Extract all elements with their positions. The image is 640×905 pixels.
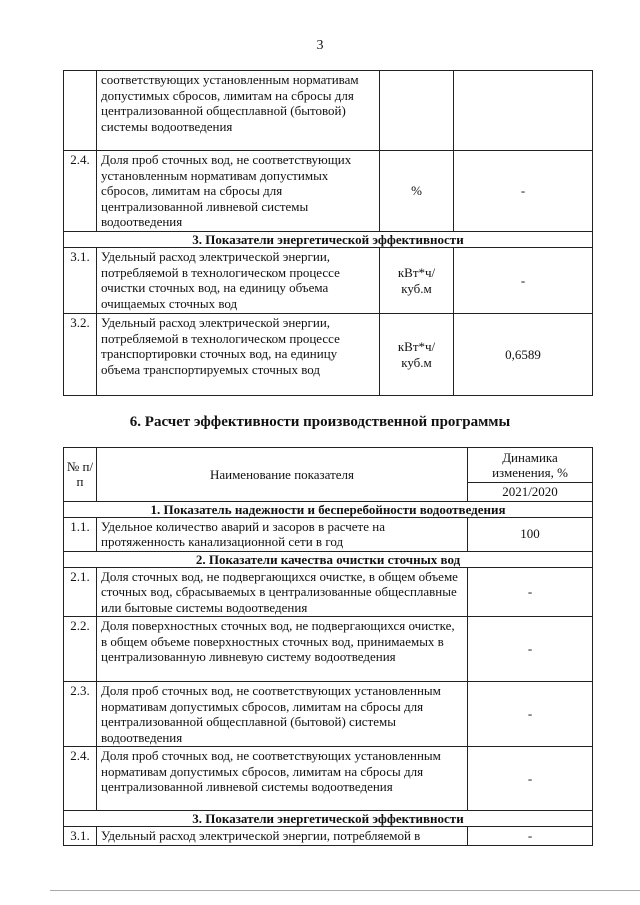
table-row — [64, 314, 593, 396]
row-number: 2.3. — [64, 682, 97, 747]
indicator-name: соответствующих установленным нормативам допустимых сбросов, лимитам на сбросы для централизованной общесплавной (бытовой) системы водоотведения — [97, 71, 380, 151]
indicator-name: Доля поверхностных сточных вод, не подвергающихся очистке, в общем объеме поверхностных сточных вод, принимаемых в централизованную ливневую систему водоотведения — [97, 617, 468, 682]
indicator-name: Удельный расход электрической энергии, потребляемой в технологическом процессе транспортировки сточных вод, на единицу объема транспортируемых сточных вод — [97, 314, 380, 396]
value-cell: - — [454, 248, 593, 314]
table-row — [64, 747, 593, 811]
section-title: 3. Показатели энергетической эффективности — [64, 232, 593, 248]
table-row — [64, 71, 593, 151]
row-number: 2.4. — [64, 747, 97, 811]
page-number: 3 — [316, 38, 324, 53]
section-row — [64, 811, 593, 827]
value-cell: - — [468, 567, 593, 617]
table-row — [64, 827, 593, 846]
section-row — [64, 551, 593, 567]
value-cell: - — [468, 682, 593, 747]
indicator-name: Доля сточных вод, не подвергающихся очистке, в общем объеме сточных вод, сбрасываемых в централизованные общесплавные или бытовые системы водоотведения — [97, 567, 468, 617]
header-name: Наименование показателя — [97, 448, 468, 502]
top-indicators-table — [63, 70, 593, 396]
row-number: 3.1. — [64, 827, 97, 846]
section-row — [64, 501, 593, 517]
header-period: 2021/2020 — [468, 483, 593, 502]
table-row — [64, 248, 593, 314]
table-row — [64, 617, 593, 682]
value-cell — [454, 71, 593, 151]
value-cell: 100 — [468, 517, 593, 551]
row-number: 3.2. — [64, 314, 97, 396]
value-cell: - — [454, 151, 593, 232]
unit-cell — [380, 71, 454, 151]
section-heading: 6. Расчет эффективности производственной программы — [129, 414, 511, 430]
unit-cell: кВт*ч/ куб.м — [380, 314, 454, 396]
indicator-name: Доля проб сточных вод, не соответствующих установленным нормативам допустимых сбросов, лимитам на сбросы для централизованной ливневой системы водоотведения — [97, 151, 380, 232]
header-dynamics: Динамика изменения, % — [468, 448, 593, 483]
unit-cell: кВт*ч/ куб.м — [380, 248, 454, 314]
row-number — [64, 71, 97, 151]
table-row — [64, 517, 593, 551]
table-row — [64, 567, 593, 617]
section-title: 3. Показатели энергетической эффективности — [64, 811, 593, 827]
table-row — [64, 151, 593, 232]
row-number: 2.4. — [64, 151, 97, 232]
row-number: 2.2. — [64, 617, 97, 682]
scan-edge-line — [50, 890, 640, 891]
indicator-name: Удельное количество аварий и засоров в расчете на протяженность канализационной сети в год — [97, 517, 468, 551]
value-cell: 0,6589 — [454, 314, 593, 396]
section-title: 1. Показатель надежности и бесперебойности водоотведения — [64, 501, 593, 517]
section-title: 2. Показатели качества очистки сточных вод — [64, 551, 593, 567]
row-number: 3.1. — [64, 248, 97, 314]
value-cell: - — [468, 617, 593, 682]
row-number: 1.1. — [64, 517, 97, 551]
header-number: № п/п — [64, 448, 97, 502]
header-row — [64, 448, 593, 483]
table-row — [64, 682, 593, 747]
value-cell: - — [468, 747, 593, 811]
unit-cell: % — [380, 151, 454, 232]
row-number: 2.1. — [64, 567, 97, 617]
indicator-name: Удельный расход электрической энергии, потребляемой в — [97, 827, 468, 846]
indicator-name: Доля проб сточных вод, не соответствующих установленным нормативам допустимых сбросов, лимитам на сбросы для централизованной ливневой системы водоотведения — [97, 747, 468, 811]
indicator-name: Удельный расход электрической энергии, потребляемой в технологическом процессе очистки сточных вод, на единицу объема очищаемых сточных вод — [97, 248, 380, 314]
section-row — [64, 232, 593, 248]
value-cell: - — [468, 827, 593, 846]
efficiency-table — [63, 447, 593, 846]
indicator-name: Доля проб сточных вод, не соответствующих установленным нормативам допустимых сбросов, лимитам на сбросы для централизованной общесплавной (бытовой) системы водоотведения — [97, 682, 468, 747]
